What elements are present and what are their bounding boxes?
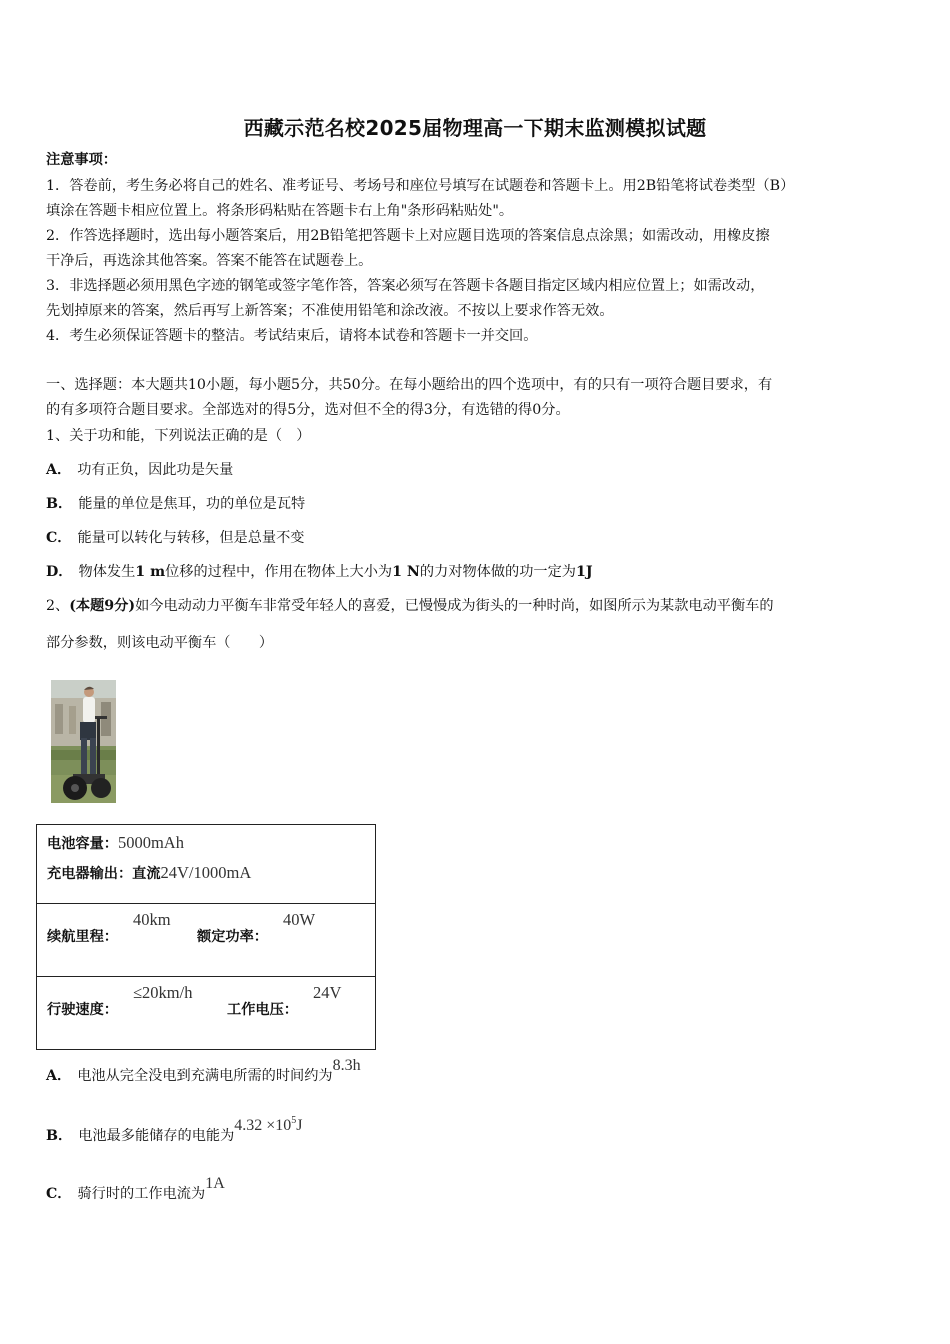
- spec-value: 40W: [283, 910, 316, 929]
- option-formula: 1A: [205, 1175, 225, 1192]
- option-text: 能量可以转化与转移，但是总量不变: [77, 530, 305, 546]
- spec-cell-speed-voltage: [37, 977, 376, 1050]
- option-letter: A．: [46, 462, 72, 478]
- section-instruction: 一、选择题：本大题共10小题，每小题5分，共50分。在每小题给出的四个选项中，有的只有一项符合题目要求，有: [46, 377, 773, 393]
- spec-value: 5000mAh: [117, 833, 184, 852]
- spec-battery: [47, 833, 365, 853]
- spec-label: 电池容量：: [47, 836, 118, 852]
- option-text: 功有正负，因此功是矢量: [77, 462, 234, 478]
- section-instruction: 的有多项符合题目要求。全部选对的得5分，选对但不全的得3分，有选错的得0分。: [46, 402, 570, 418]
- formula-base: 4.32 ×10: [234, 1117, 292, 1134]
- q2-option-c[interactable]: [46, 1175, 225, 1204]
- q1-option-a[interactable]: [46, 460, 233, 480]
- q1-option-d[interactable]: [46, 562, 593, 582]
- scooter-spec-table: [36, 824, 376, 1050]
- spec-value: 24V/1000mA: [160, 863, 252, 882]
- option-text: 位移的过程中，作用在物体上大小为: [165, 564, 393, 580]
- question-1-stem: 1、关于功和能，下列说法正确的是（ ）: [46, 428, 311, 444]
- spec-label: 额定功率：: [197, 929, 268, 945]
- spec-value: ≤20km/h: [133, 983, 193, 1002]
- option-text: 的力对物体做的功一定为: [419, 564, 576, 580]
- option-formula: 8.3h: [332, 1057, 361, 1074]
- question-score-note: (本题9分): [69, 598, 136, 614]
- notice-line: 3．非选择题必须用黑色字迹的钢笔或签字笔作答，答案必须写在答题卡各题目指定区域内相应位置上；如需改动，: [46, 278, 765, 294]
- question-2-stem-cont: 部分参数，则该电动平衡车（ ）: [46, 635, 274, 651]
- spec-cell-battery-charger: [37, 825, 376, 904]
- option-letter: D．: [46, 564, 73, 580]
- question-2-stem: [46, 596, 774, 616]
- notice-line: 先划掉原来的答案，然后再写上新答案；不准使用铅笔和涂改液。不按以上要求作答无效。: [46, 303, 614, 319]
- formula-exponent: 5: [291, 1115, 297, 1126]
- notice-line: 1．答卷前，考生务必将自己的姓名、准考证号、考场号和座位号填写在试题卷和答题卡上。用2B铅笔将试卷类型（B）: [46, 178, 795, 194]
- option-text: 电池最多能储存的电能为: [78, 1128, 235, 1144]
- notice-line: 填涂在答题卡相应位置上。将条形码粘贴在答题卡右上角"条形码粘贴处"。: [46, 203, 514, 219]
- spec-charger: [47, 863, 365, 883]
- spec-cell-range-power: [37, 904, 376, 977]
- option-letter: C．: [46, 530, 72, 546]
- spec-value: 24V: [313, 983, 342, 1002]
- q2-option-a[interactable]: [46, 1057, 361, 1086]
- spec-value: 40km: [133, 910, 171, 929]
- q1-option-b[interactable]: [46, 494, 305, 514]
- notice-line: 2．作答选择题时，选出每小题答案后，用2B铅笔把答题卡上对应题目选项的答案信息点涂黑；如需改动，用橡皮擦: [46, 228, 770, 244]
- balance-scooter-photo: [51, 680, 116, 803]
- spec-label: 续航里程：: [47, 929, 118, 945]
- spec-range-power: [47, 904, 365, 976]
- notice-line: 干净后，再选涂其他答案。答案不能答在试题卷上。: [46, 253, 373, 269]
- option-text-bold: 1 N: [392, 564, 420, 580]
- spec-speed-voltage: [47, 977, 365, 1049]
- option-text-bold: 1 m: [135, 564, 166, 580]
- option-text-bold: 1J: [575, 564, 593, 580]
- question-text: 如今电动动力平衡车非常受年轻人的喜爱，已慢慢成为街头的一种时尚，如图所示为某款电动平衡车的: [135, 598, 774, 614]
- option-letter: C．: [46, 1186, 72, 1202]
- formula-unit: J: [296, 1117, 303, 1134]
- spec-label: 充电器输出：直流: [47, 866, 161, 882]
- spec-label: 工作电压：: [227, 1002, 298, 1018]
- option-formula: [234, 1117, 302, 1134]
- notice-heading: 注意事项：: [46, 152, 117, 168]
- option-letter: A．: [46, 1068, 72, 1084]
- option-text: 能量的单位是焦耳，功的单位是瓦特: [78, 496, 306, 512]
- spec-label: 行驶速度：: [47, 1002, 118, 1018]
- q1-option-c[interactable]: [46, 528, 305, 548]
- option-text: 电池从完全没电到充满电所需的时间约为: [77, 1068, 333, 1084]
- option-letter: B．: [46, 1128, 73, 1144]
- question-number: 2、: [46, 598, 70, 614]
- option-text: 骑行时的工作电流为: [77, 1186, 206, 1202]
- exam-title: 西藏示范名校2025届物理高一下期末监测模拟试题: [243, 116, 707, 140]
- option-text: 物体发生: [78, 564, 136, 580]
- notice-line: 4．考生必须保证答题卡的整洁。考试结束后，请将本试卷和答题卡一并交回。: [46, 328, 538, 344]
- option-letter: B．: [46, 496, 73, 512]
